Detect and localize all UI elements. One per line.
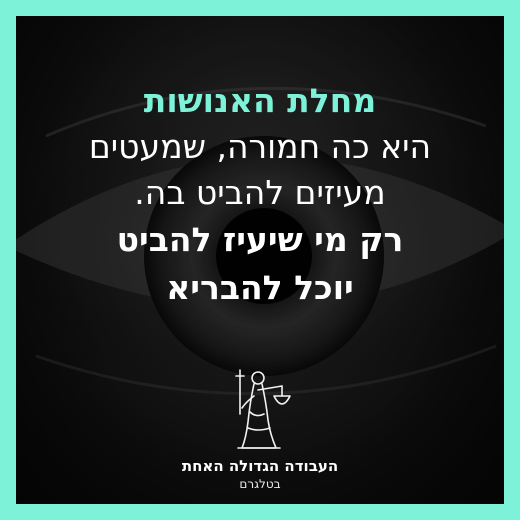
post-text [16, 78, 504, 312]
body-line-1: היא כה חמורה, שמעטים [88, 127, 432, 166]
body-line-2: מעיזים להביט בה. [134, 173, 386, 212]
bold-line-2: יוכל להבריא [166, 268, 354, 307]
brand-name: העבודה הגדולה האחת [181, 457, 339, 475]
bold-line-1: רק מי שיעיז להביט [116, 220, 404, 259]
brand-block [16, 456, 504, 493]
headline: מחלת האנושות [143, 81, 377, 120]
eye-photo-background [16, 16, 504, 504]
brand-subtitle: בטלגרם [239, 477, 281, 491]
lady-justice-icon [220, 362, 300, 454]
